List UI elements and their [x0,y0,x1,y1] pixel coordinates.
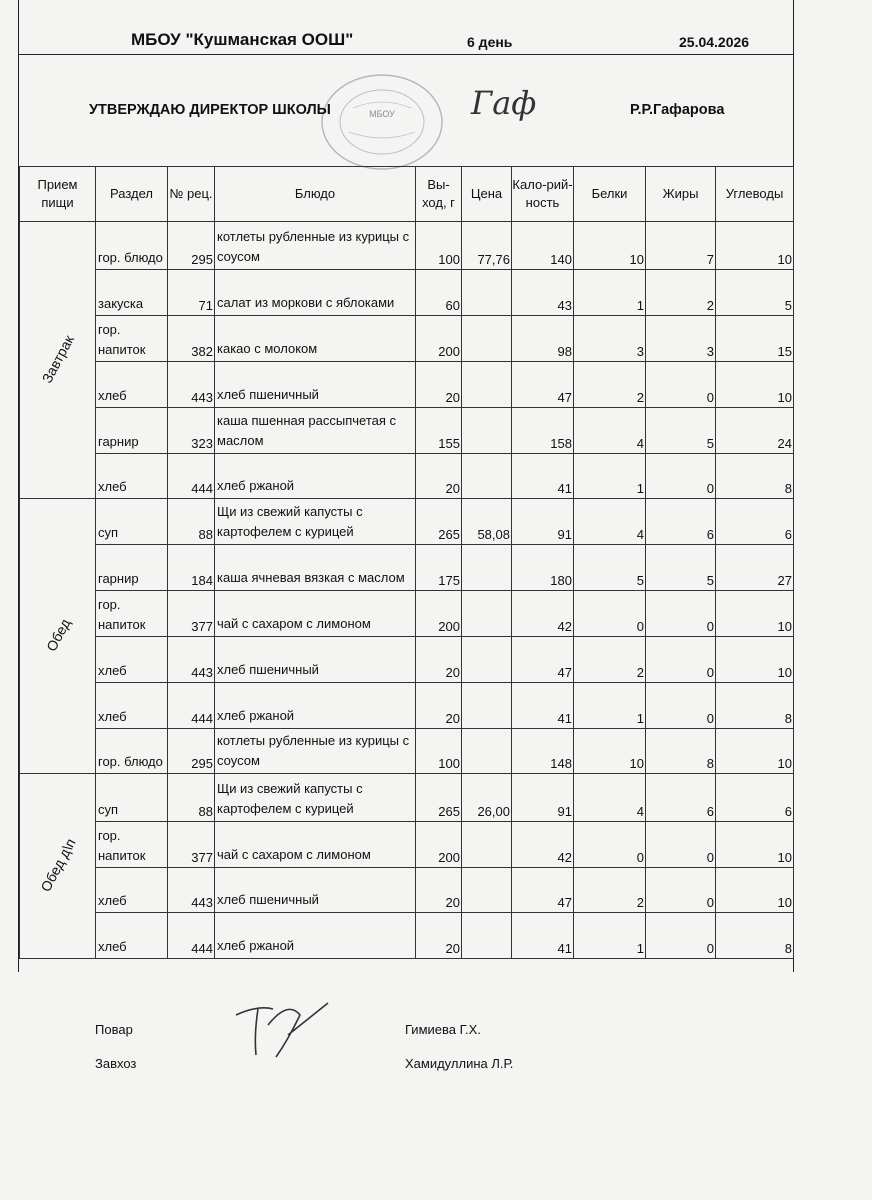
cell-output: 200 [416,316,462,362]
menu-sheet [18,0,794,972]
school-stamp [319,72,445,172]
cell-recipe: 444 [168,454,215,499]
cell-calories: 180 [512,545,574,591]
cell-recipe: 295 [168,729,215,774]
cell-recipe: 443 [168,868,215,913]
cell-output: 265 [416,499,462,545]
cell-carbs: 8 [716,454,794,499]
cell-carbs: 10 [716,822,794,868]
cell-recipe: 443 [168,637,215,683]
cell-dish: хлеб ржаной [215,913,416,959]
cell-section: гор. напиток [96,591,168,637]
supply-label: Завхоз [95,1056,137,1071]
cell-dish: чай с сахаром с лимоном [215,822,416,868]
menu-table [19,166,794,959]
cell-dish: Щи из свежий капусты с картофелем с курицей [215,499,416,545]
cell-section: суп [96,774,168,822]
cell-section: хлеб [96,637,168,683]
cell-section: хлеб [96,913,168,959]
col-price: Цена [462,167,512,222]
cell-carbs: 5 [716,270,794,316]
cell-recipe: 382 [168,316,215,362]
cell-dish: хлеб пшеничный [215,868,416,913]
col-recipe: № рец. [168,167,215,222]
cell-proteins: 1 [574,454,646,499]
cell-price: 77,76 [462,222,512,270]
cell-calories: 43 [512,270,574,316]
table-row [20,822,794,868]
meal-name: Обед д\п [37,835,79,895]
cell-fats: 0 [646,362,716,408]
cell-output: 60 [416,270,462,316]
cell-output: 265 [416,774,462,822]
col-meal: Прием пищи [20,167,96,222]
cell-output: 20 [416,683,462,729]
cell-carbs: 24 [716,408,794,454]
col-dish: Блюдо [215,167,416,222]
cell-price [462,316,512,362]
cell-output: 100 [416,222,462,270]
cell-section: хлеб [96,868,168,913]
cell-calories: 47 [512,868,574,913]
cell-output: 200 [416,591,462,637]
cell-calories: 41 [512,913,574,959]
cell-calories: 91 [512,774,574,822]
cell-proteins: 0 [574,822,646,868]
cell-dish: котлеты рубленные из курицы с соусом [215,222,416,270]
cell-fats: 6 [646,499,716,545]
cell-calories: 47 [512,362,574,408]
cell-calories: 41 [512,454,574,499]
cell-section: суп [96,499,168,545]
cell-section: гор. напиток [96,822,168,868]
cell-output: 100 [416,729,462,774]
cell-calories: 148 [512,729,574,774]
cell-price [462,822,512,868]
cell-dish: хлеб ржаной [215,683,416,729]
table-row [20,362,794,408]
table-row [20,637,794,683]
cell-output: 175 [416,545,462,591]
meal-name: Обед [42,616,74,654]
cell-dish: Щи из свежий капусты с картофелем с курицей [215,774,416,822]
col-fats: Жиры [646,167,716,222]
col-proteins: Белки [574,167,646,222]
cell-carbs: 6 [716,499,794,545]
cell-proteins: 2 [574,362,646,408]
cell-carbs: 10 [716,868,794,913]
cell-output: 155 [416,408,462,454]
cell-section: хлеб [96,683,168,729]
cell-fats: 6 [646,774,716,822]
cell-section: гор. блюдо [96,222,168,270]
col-output: Вы-ход, г [416,167,462,222]
signature-text: Гаф [471,84,537,122]
cell-price [462,637,512,683]
cell-fats: 2 [646,270,716,316]
meal-cell [20,499,96,774]
menu-date: 25.04.2026 [679,34,750,50]
table-row [20,222,794,270]
cell-section: гор. напиток [96,316,168,362]
cell-calories: 47 [512,637,574,683]
cell-calories: 42 [512,822,574,868]
table-row [20,774,794,822]
table-row [20,408,794,454]
table-row [20,499,794,545]
cell-output: 20 [416,868,462,913]
col-carbs: Углеводы [716,167,794,222]
cell-fats: 0 [646,868,716,913]
cell-proteins: 1 [574,913,646,959]
school-name: МБОУ "Кушманская ООШ" [131,30,354,49]
cell-fats: 0 [646,591,716,637]
cell-dish: салат из моркови с яблоками [215,270,416,316]
cell-recipe: 444 [168,683,215,729]
cell-dish: какао с молоком [215,316,416,362]
cell-recipe: 71 [168,270,215,316]
cell-fats: 3 [646,316,716,362]
cell-price [462,868,512,913]
stamp-text: МБОУ [369,109,395,119]
cell-price [462,591,512,637]
cell-carbs: 10 [716,637,794,683]
cell-dish: хлеб пшеничный [215,362,416,408]
cell-recipe: 444 [168,913,215,959]
cell-output: 20 [416,454,462,499]
table-row [20,683,794,729]
cell-fats: 0 [646,454,716,499]
cook-label: Повар [95,1022,133,1037]
cell-fats: 5 [646,408,716,454]
cell-recipe: 377 [168,591,215,637]
cell-fats: 0 [646,913,716,959]
cell-proteins: 1 [574,270,646,316]
cell-price [462,362,512,408]
cell-output: 200 [416,822,462,868]
cell-dish: каша пшенная рассыпчетая с маслом [215,408,416,454]
cell-fats: 0 [646,683,716,729]
director-name: Р.Р.Гафарова [630,102,725,118]
cell-calories: 98 [512,316,574,362]
meal-cell [20,774,96,959]
cell-dish: каша ячневая вязкая с маслом [215,545,416,591]
cell-proteins: 4 [574,774,646,822]
meal-name: Завтрак [38,332,78,386]
cell-section: гарнир [96,408,168,454]
cell-output: 20 [416,362,462,408]
cell-carbs: 27 [716,545,794,591]
approval-title: УТВЕРЖДАЮ ДИРЕКТОР ШКОЛЫ [89,102,331,118]
cell-section: гарнир [96,545,168,591]
cell-price [462,408,512,454]
cell-proteins: 10 [574,729,646,774]
table-row [20,545,794,591]
cell-proteins: 5 [574,545,646,591]
cell-proteins: 4 [574,408,646,454]
cell-recipe: 184 [168,545,215,591]
cell-section: закуска [96,270,168,316]
cell-proteins: 2 [574,868,646,913]
cell-carbs: 6 [716,774,794,822]
cell-price: 58,08 [462,499,512,545]
cell-output: 20 [416,637,462,683]
meal-cell [20,222,96,499]
cell-section: гор. блюдо [96,729,168,774]
cell-calories: 41 [512,683,574,729]
cell-dish: хлеб ржаной [215,454,416,499]
cell-dish: чай с сахаром с лимоном [215,591,416,637]
cell-calories: 158 [512,408,574,454]
approval-row [19,54,793,167]
cell-output: 20 [416,913,462,959]
day-label: 6 день [467,34,513,50]
col-calories: Кало-рий-ность [512,167,574,222]
table-row [20,316,794,362]
cell-price [462,729,512,774]
cell-price: 26,00 [462,774,512,822]
table-row [20,270,794,316]
cell-price [462,454,512,499]
cell-calories: 91 [512,499,574,545]
cell-proteins: 1 [574,683,646,729]
cell-section: хлеб [96,454,168,499]
cell-fats: 5 [646,545,716,591]
cell-recipe: 295 [168,222,215,270]
cell-recipe: 88 [168,774,215,822]
director-signature [459,76,569,126]
cell-fats: 7 [646,222,716,270]
table-row [20,729,794,774]
cell-dish: хлеб пшеничный [215,637,416,683]
cell-fats: 0 [646,822,716,868]
cook-signature [228,995,338,1065]
header-row [19,0,793,55]
cell-recipe: 377 [168,822,215,868]
table-row [20,913,794,959]
cell-carbs: 10 [716,222,794,270]
cell-proteins: 10 [574,222,646,270]
cell-calories: 140 [512,222,574,270]
cell-fats: 0 [646,637,716,683]
cell-proteins: 0 [574,591,646,637]
cell-carbs: 10 [716,729,794,774]
cell-proteins: 2 [574,637,646,683]
cell-carbs: 15 [716,316,794,362]
table-row [20,868,794,913]
cell-price [462,270,512,316]
cell-price [462,545,512,591]
cell-fats: 8 [646,729,716,774]
cell-carbs: 8 [716,683,794,729]
cell-recipe: 323 [168,408,215,454]
cell-proteins: 3 [574,316,646,362]
cell-dish: котлеты рубленные из курицы с соусом [215,729,416,774]
table-row [20,591,794,637]
cell-carbs: 8 [716,913,794,959]
cell-section: хлеб [96,362,168,408]
cell-carbs: 10 [716,591,794,637]
cell-recipe: 443 [168,362,215,408]
cell-recipe: 88 [168,499,215,545]
menu-body [20,222,794,959]
cell-carbs: 10 [716,362,794,408]
cook-name: Гимиева Г.Х. [405,1022,481,1037]
table-header [20,167,794,222]
table-row [20,454,794,499]
cell-calories: 42 [512,591,574,637]
cell-price [462,913,512,959]
cell-proteins: 4 [574,499,646,545]
cell-price [462,683,512,729]
col-section: Раздел [96,167,168,222]
supply-name: Хамидуллина Л.Р. [405,1056,514,1071]
